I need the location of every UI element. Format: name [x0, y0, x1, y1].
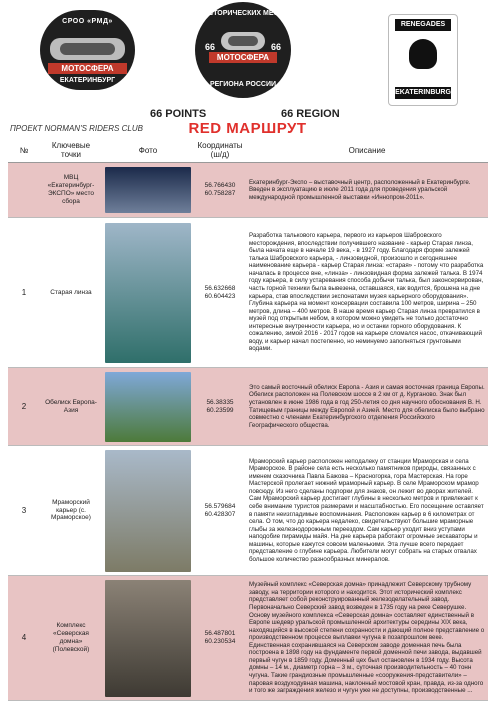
row-coordinates [194, 163, 246, 218]
region-label: 66 REGION [281, 108, 340, 120]
column-header-description: Описание [246, 138, 488, 163]
table-row [8, 446, 488, 576]
row-photo-cell [102, 368, 194, 446]
logo-band: МОТОСФЕРА [209, 52, 277, 63]
row-point: МВЦ «Екатеринбург-ЭКСПО» место сбора [40, 163, 102, 218]
motorcycle-engine-icon [60, 43, 115, 55]
row-longitude: 60.23599 [206, 406, 234, 414]
route-table [8, 138, 488, 701]
table-row [8, 163, 488, 218]
row-photo-cell [102, 163, 194, 218]
logo-ring-top: ИСТОРИЧЕСКИХ МЕСТ [203, 10, 283, 17]
logo-ring-bottom: РЕГИОНА РОССИИ [209, 81, 277, 88]
row-photo-cell [102, 446, 194, 576]
row-longitude: 60.758287 [204, 190, 236, 197]
row-point: Комплекс «Северская домна» (Полевской) [40, 576, 102, 701]
column-header-point: Ключевые точки [40, 138, 102, 163]
row-point: Мраморский карьер (с. Мраморское) [40, 446, 102, 576]
project-label: ПРОЕКТ NORMAN'S RIDERS CLUB [10, 124, 143, 133]
row-description: Музейный комплекс «Северская домна» принадлежит Северскому трубному заводу, на территории которого и находится. Этот исторический комплекс представляет собой реконструированный железоделательный завод. Первоначально Северский завод возведен в 1735 году на реке Северушке. Основу музейного комплекса «Северская домна» составляет единственный в Европе шедевр уральской промышленной архитектуры середины XIX века, находящийся в высокой степени сохранности и дающий полное представление о производственном процессе выплавки чугуна в позапрошлом веке. Единственная сохранившаяся на Северском заводе доменная печь была построена в 1898 году на фундаменте первой доменной печи завода, выдавшей первый чугун в 1859 году. Доменный цех был остановлен в 1934 году. Высота домны – 14 м., диаметр горна – 3 м., суточная производительность – 40 тонн чугуна. Такие грандиозные промышленные «сооружения-представители» – паровая воздуходувная машина, наклонный мостовой кран, правда, из-за одного и того же заграждения железо и чугун уже не доступны, производственные ... [246, 576, 488, 701]
page-title: RED МАРШРУТ [188, 120, 307, 137]
renegades-logo [388, 14, 458, 106]
row-longitude: 60.604423 [204, 292, 236, 300]
row-latitude: 56.487801 [204, 630, 236, 638]
row-longitude: 60.230534 [204, 638, 236, 645]
motosfera-logo [40, 10, 135, 90]
column-header-coords: Координаты (ш/д) [194, 138, 246, 163]
logo-arc-text: СРОО «РМД» [62, 18, 113, 25]
row-photo [105, 167, 191, 213]
row-number [8, 163, 40, 218]
table-header-row [8, 138, 488, 163]
table-row [8, 576, 488, 701]
row-latitude: 56.766430 [204, 182, 236, 190]
points-label: 66 POINTS [150, 108, 207, 120]
logo-number-right: 66 [270, 42, 281, 52]
logo-tag-bottom: EKATERINBURG [395, 87, 451, 99]
row-description: Это самый восточный обелиск Европа - Азия и самая восточная граница Европы. Обелиск расположен на Полевском шоссе в 2 км от д. Курганово. Знак был установлен в июне 1986 года в год 250-летия со дня научного обоснования В. Н. Татищевым границы между Европой и Азией. Место для обелиска было выбрано совместно с членами Екатеринбургского отделения Российского Географического общества. [246, 368, 488, 446]
row-description: Екатеринбург-Экспо – выставочный центр, расположенный в Екатеринбурге. Введен в эксплуатацию в июле 2011 года для проведения уральской международной промышленной выставки «Иннопром-2011». [246, 163, 488, 218]
motorcycle-engine-icon [228, 36, 258, 46]
row-description: Разработка талькового карьера, первого из карьеров Шабровского месторождения, впоследствии получившего название - карьер Старая линза, была начата еще в начале 19 века, - в 1927 году. Благодаря форме залежей талька Шабровского карьера, - линзовидной, произошло и сегодняшнее наименование карьера - карьер Старая линза: «старая» - потому что разработка началась в процессе вне, «линза» - линзовидная форма залежей талька. В 1974 году карьера, в силу устаревания способа добычи талька, был законсервирован, часть горной техники была вывезена, оставшаяся, как водится, брошена на дне карьера, став впоследствии экспонатами музея карьерного оборудования». Глубина карьера на момент консервации составила 100 метров, ширина – 250 метров, длина – 400 метров. В наше время карьер Старая линза превратился в музей под открытым небом, в котором можно увидеть не только достаточно интересные внутренности карьера, но и останки горного оборудования. К сожалению, зимой 2016 - 2017 годов на карьере сломался насос, откачивающий воду, и карьер начал постепенно, но неминуемо заполняться грунтовыми водами. [246, 218, 488, 368]
logo-band: МОТОСФЕРА [48, 63, 127, 74]
column-header-number: № [8, 138, 40, 163]
row-point: Обелиск Европа-Азия [40, 368, 102, 446]
skull-icon [409, 39, 437, 69]
row-coordinates [194, 446, 246, 576]
historic-places-logo [195, 2, 291, 98]
logo-number-left: 66 [205, 42, 216, 52]
row-photo [105, 580, 191, 697]
row-number: 2 [8, 368, 40, 446]
row-photo [105, 372, 191, 442]
row-number: 1 [8, 218, 40, 368]
table-row [8, 368, 488, 446]
row-coordinates [194, 576, 246, 701]
logo-tag-top: RENEGADES [395, 19, 451, 31]
row-photo-cell [102, 218, 194, 368]
row-point: Старая линза [40, 218, 102, 368]
logo-sub: ЕКАТЕРИНБУРГ [59, 77, 116, 84]
row-coordinates [194, 218, 246, 368]
row-number: 4 [8, 576, 40, 701]
column-header-photo: Фото [102, 138, 194, 163]
row-description: Мраморский карьер расположен неподалеку от станции Мраморская и села Мраморское. В районе села есть несколько памятников природы, связанных с именем сказочника Павла Бажова – Красногорка, гора Мастерская. На горе Мастерской пролегает нижний мраморный карьер. В селе Мраморском мрамор повсюду. Из него сделаны подпорки для знаков, он лежит во дворах жителей. Сам Мраморский карьер достигает глубины в несколько метров и привлекает к себе внимание туристов размерами и масштабностью. Его посещение оставляет в памяти неизгладимые воспоминания. Расположен карьер в 6 километрах от села. О том, что до карьера недалеко, свидетельствуют большие мраморные глыбы за железнодорожным переездом. Сам карьер уходит вниз уступами наподобие пирамиды майя. На дне карьера работают огромные экскаваторы и машины, которые кажутся совсем маленькими. Эта лучше всего передает представление о глубине карьера. Любители могут собрать на старых отвалах большое количество разнообразных минералов. [246, 446, 488, 576]
row-latitude: 56.579684 [204, 502, 236, 510]
row-longitude: 60.428307 [204, 510, 236, 518]
row-photo [105, 223, 191, 363]
row-coordinates [194, 368, 246, 446]
table-row [8, 218, 488, 368]
row-latitude: 56.38335 [206, 398, 234, 406]
row-number: 3 [8, 446, 40, 576]
row-photo-cell [102, 576, 194, 701]
row-latitude: 56.632668 [204, 284, 236, 292]
row-photo [105, 450, 191, 572]
header [0, 0, 495, 137]
